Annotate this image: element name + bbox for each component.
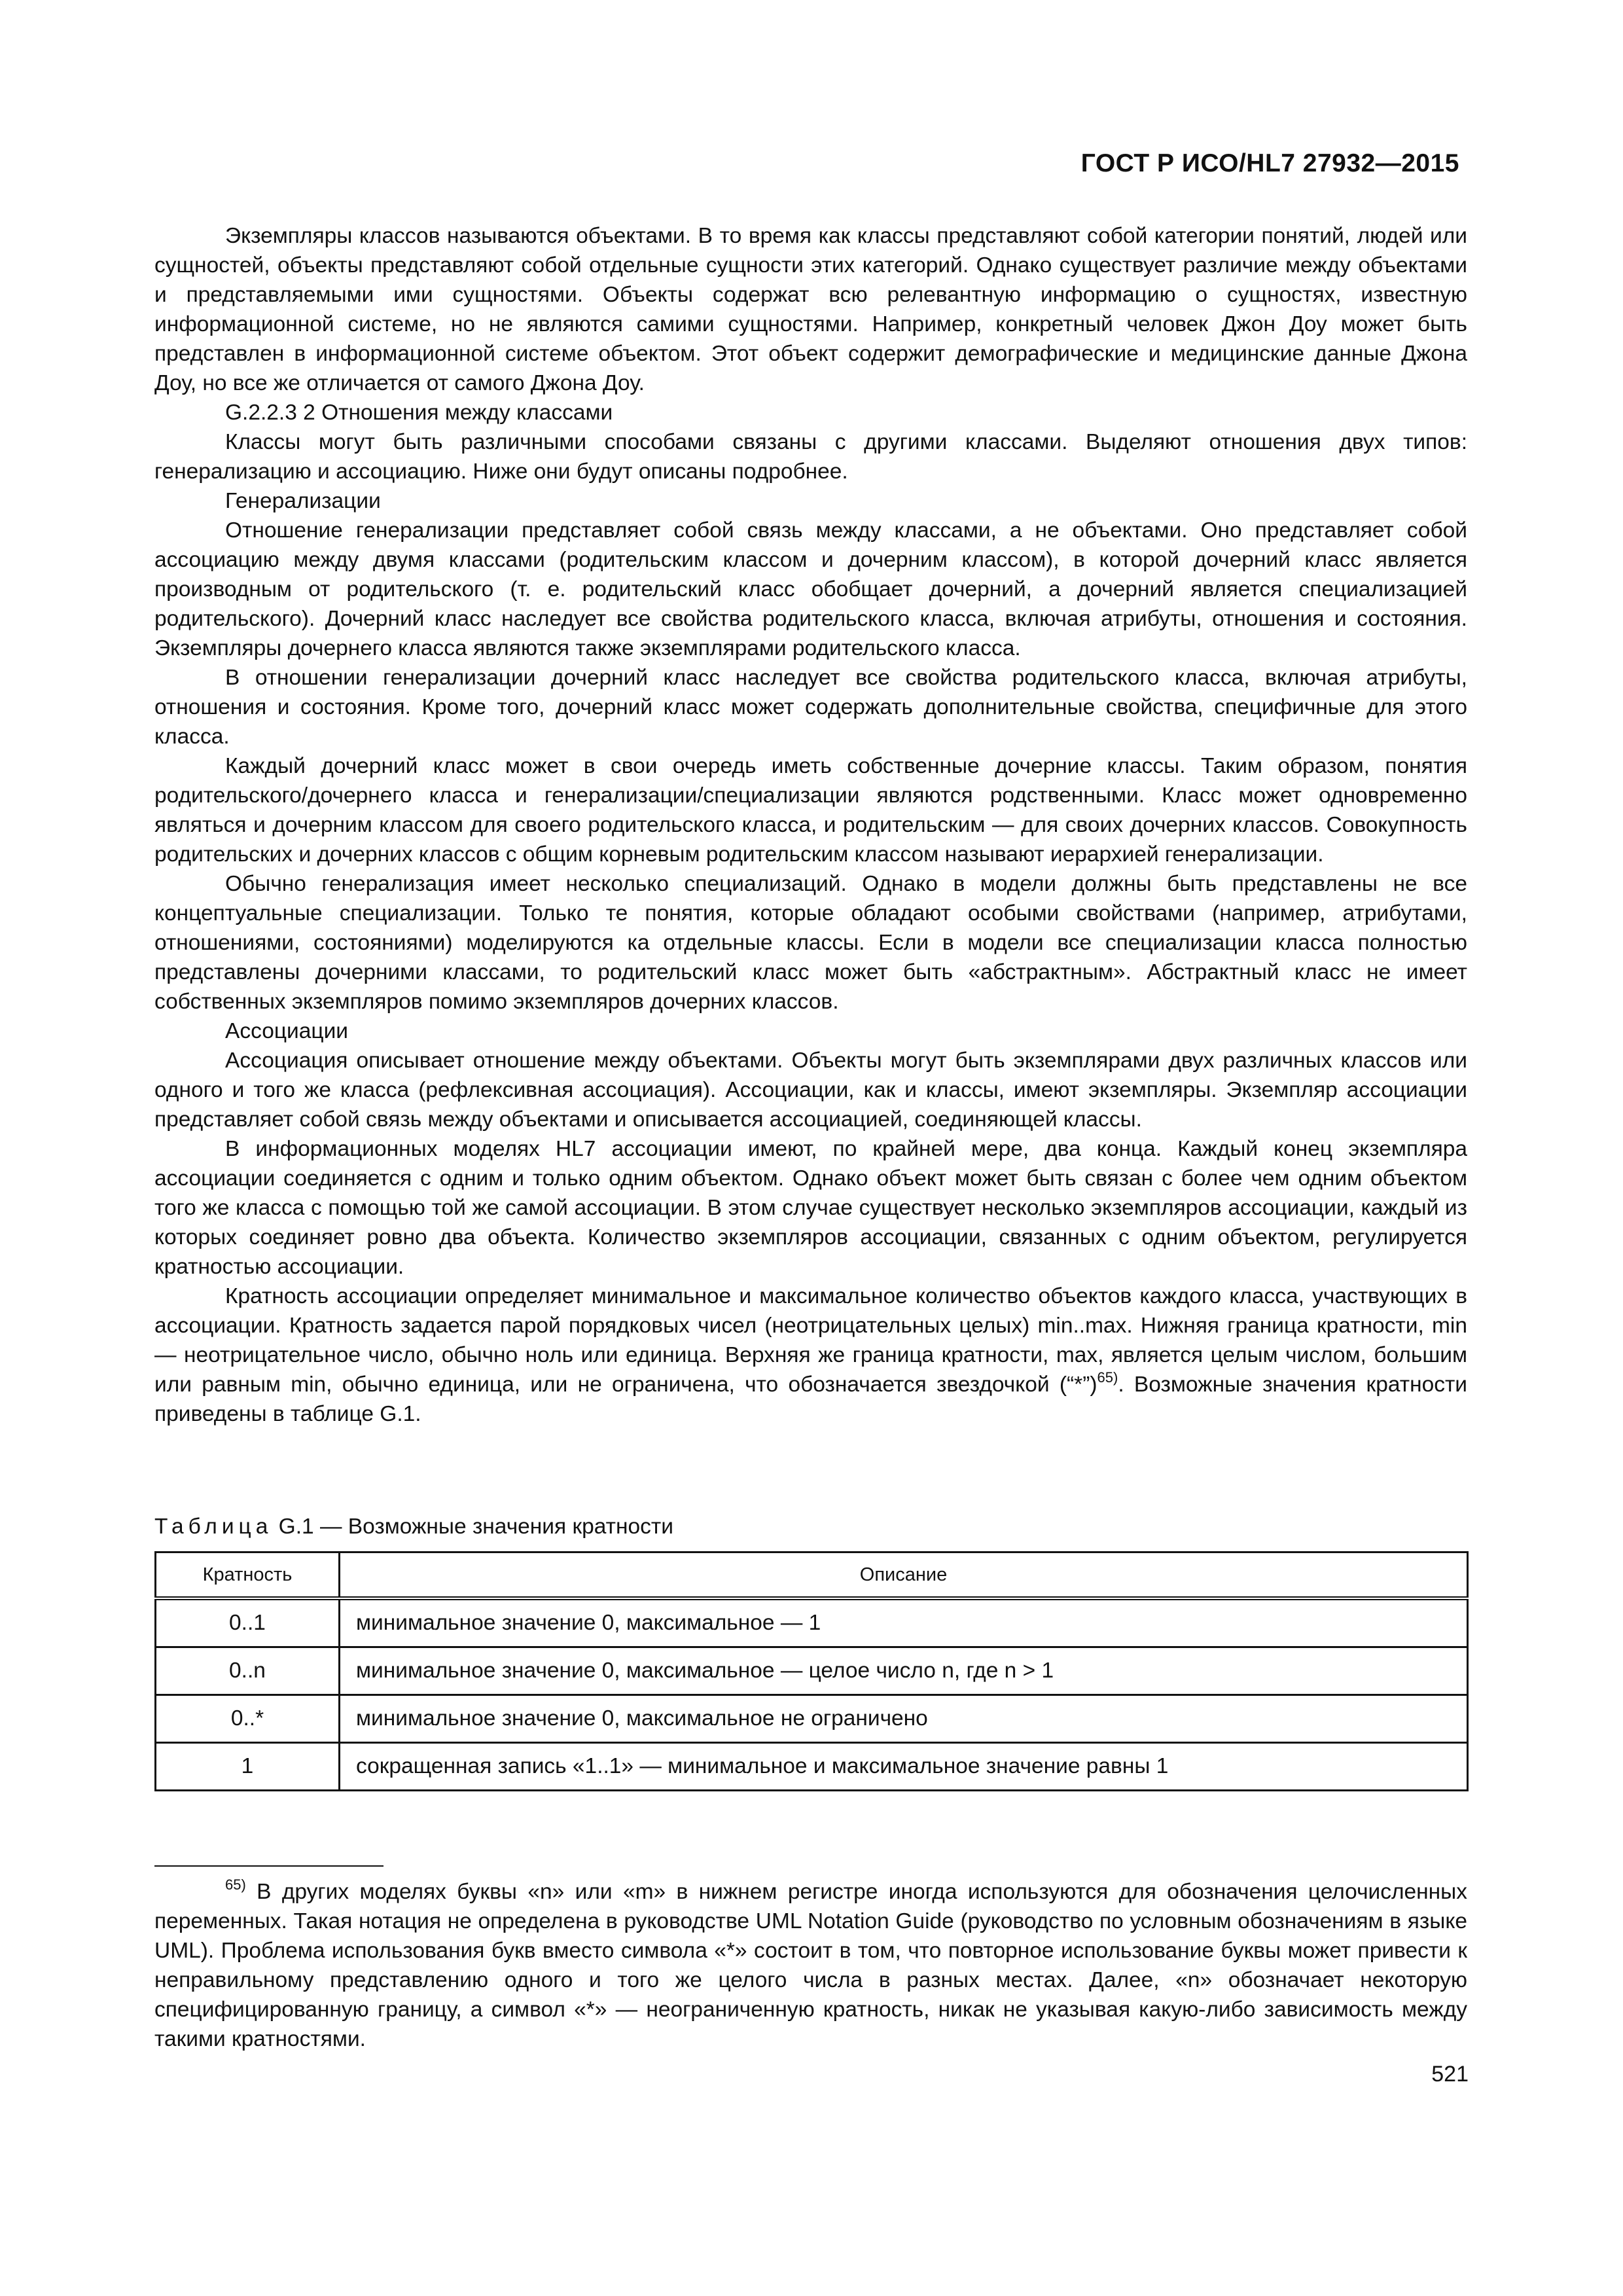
table-cell-description: минимальное значение 0, максимальное — целое число n, где n > 1 [340,1647,1468,1695]
subheading-generalizations: Генерализации [225,489,381,513]
column-header-description: Описание [340,1552,1468,1599]
paragraph-association-definition: Ассоциация описывает отношение между объектами. Объекты могут быть экземплярами двух различных классов или одного и того же класса (рефлексивная ассоциация). Ассоциации, как и классы, имеют экземпляры. Экземпляр ассоциации представляет собой связь между объектами и описывается ассоциацией, соединяющей классы. [154,1049,1467,1132]
multiplicity-table [154,1551,1469,1791]
table-row [156,1743,1468,1791]
paragraph-child-classes: Каждый дочерний класс может в свои очередь иметь собственные дочерние классы. Таким образом, понятия родительского/дочернего класса и генерализации/специализации являются родственными. Класс может одновременно являться и дочерним классом для своего родительского класса, и родительским — для своих дочерних классов. Совокупность родительских и дочерних классов с общим корневым родительским классом называют иерархией генерализации. [154,754,1467,867]
subheading-associations: Ассоциации [225,1019,348,1043]
table-cell-multiplicity: 0..1 [156,1598,340,1647]
section-heading-class-relations: G.2.2.3 2 Отношения между классами [225,401,613,425]
paragraph-hl7-associations: В информационных моделях HL7 ассоциации имеют, по крайней мере, два конца. Каждый конец экземпляра ассоциации соединяется с одним и только одним объектом. Однако объект может быть связан с более чем одним объектом того же класса с помощью той же самой ассоциации. В этом случае существует несколько экземпляров ассоциации, каждый из которых соединяет ровно два объекта. Количество экземпляров ассоциации, связанных с одним объектом, регулируется кратностью ассоциации. [154,1137,1467,1279]
paragraph-specializations: Обычно генерализация имеет несколько специализаций. Однако в модели должны быть представлены не все концептуальные специализации. Только те понятия, которые обладают особыми свойствами (например, атрибутами, отношениями, состояниями) моделируются ка отдельные классы. Если в модели все специализации класса полностью представлены дочерними классами, то родительский класс может быть «абстрактным». Абстрактный класс не имеет собственных экземпляров помимо экземпляров дочерних классов. [154,872,1467,1014]
table-caption [154,1512,673,1541]
footnote [154,1877,1467,2054]
column-header-multiplicity: Кратность [156,1552,340,1599]
table-row [156,1695,1468,1743]
footnote-text: В других моделях буквы «n» или «m» в нижнем регистре иногда используются для обозначения целочисленных переменных. Такая нотация не определена в руководстве UML Notation Guide (руководство по условным обозначениям в языке UML). Проблема использования букв вместо символа «*» состоит в том, что повторное использование буквы может привести к неправильному представлению одного и того же целого числа в разных местах. Далее, «n» обозначает некоторую специфицированную границу, а символ «*» — неограниченную кратность, никак не указывая какую-либо зависимость между такими кратностями. [154,1880,1467,2051]
paragraph-objects: Экземпляры классов называются объектами. В то время как классы представляют собой категории понятий, людей или сущностей, объекты представляют собой отдельные сущности этих категорий. Однако существует различие между объектами и представляемыми ими сущностями. Объекты содержат всю релевантную информацию о сущностях, известную информационной системе, но не являются самими сущностями. Например, конкретный человек Джон Доу может быть представлен в информационной системе объектом. Этот объект содержит демографические и медицинские данные Джона Доу, но все же отличается от самого Джона Доу. [154,224,1467,395]
footnote-reference[interactable]: 65) [1097,1369,1118,1386]
document-header: ГОСТ Р ИСО/HL7 27932—2015 [1080,149,1459,177]
table-cell-multiplicity: 0..n [156,1647,340,1695]
paragraph-generalization-inheritance: В отношении генерализации дочерний класс наследует все свойства родительского класса, включая атрибуты, отношения и состояния. Кроме того, дочерний класс может содержать дополнительные свойства, специфичные для этого класса. [154,666,1467,749]
table-caption-title: G.1 — Возможные значения кратности [272,1515,673,1539]
paragraph-multiplicity [154,1282,1467,1429]
paragraph-relation-types: Классы могут быть различными способами связаны с другими классами. Выделяют отношения двух типов: генерализацию и ассоциацию. Ниже они будут описаны подробнее. [154,430,1467,484]
table-row [156,1647,1468,1695]
table-caption-label: Таблица [154,1515,273,1539]
paragraph-generalization-definition: Отношение генерализации представляет собой связь между классами, а не объектами. Оно представляет собой ассоциацию между двумя классами (родительским классом и дочерним классом), в которой дочерний класс является производным от родительского (т. е. родительский класс обобщает дочерний, а дочерний является специализацией родительского). Дочерний класс наследует все свойства родительского класса, включая атрибуты, отношения и состояния. Экземпляры дочернего класса являются также экземплярами родительского класса. [154,518,1467,660]
table-cell-multiplicity: 1 [156,1743,340,1791]
table-cell-description: сокращенная запись «1..1» — минимальное и максимальное значение равны 1 [340,1743,1468,1791]
footnote-separator [154,1865,383,1867]
footnote-mark: 65) [225,1876,246,1893]
multiplicity-text-end: . Возможные значения кратности приведены в таблице G.1. [154,1372,1468,1426]
page-number: 521 [1431,2062,1469,2087]
table-header-row [156,1552,1468,1599]
table-cell-multiplicity: 0..* [156,1695,340,1743]
table-row [156,1598,1468,1647]
table-cell-description: минимальное значение 0, максимальное — 1 [340,1598,1468,1647]
table-cell-description: минимальное значение 0, максимальное не ограничено [340,1695,1468,1743]
body-text [154,221,1467,1429]
multiplicity-text: Кратность ассоциации определяет минимальное и максимальное количество объектов каждого класса, участвующих в ассоциации. Кратность задается парой порядковых чисел (неотрицательных целых) min..max. Нижняя граница кратности, min — неотрицательное число, обычно ноль или единица. Верхняя же граница кратности, max, является целым числом, большим или равным min, обычно единица, или не ограничена, что обозначается звездочкой (“*”) [154,1284,1467,1397]
